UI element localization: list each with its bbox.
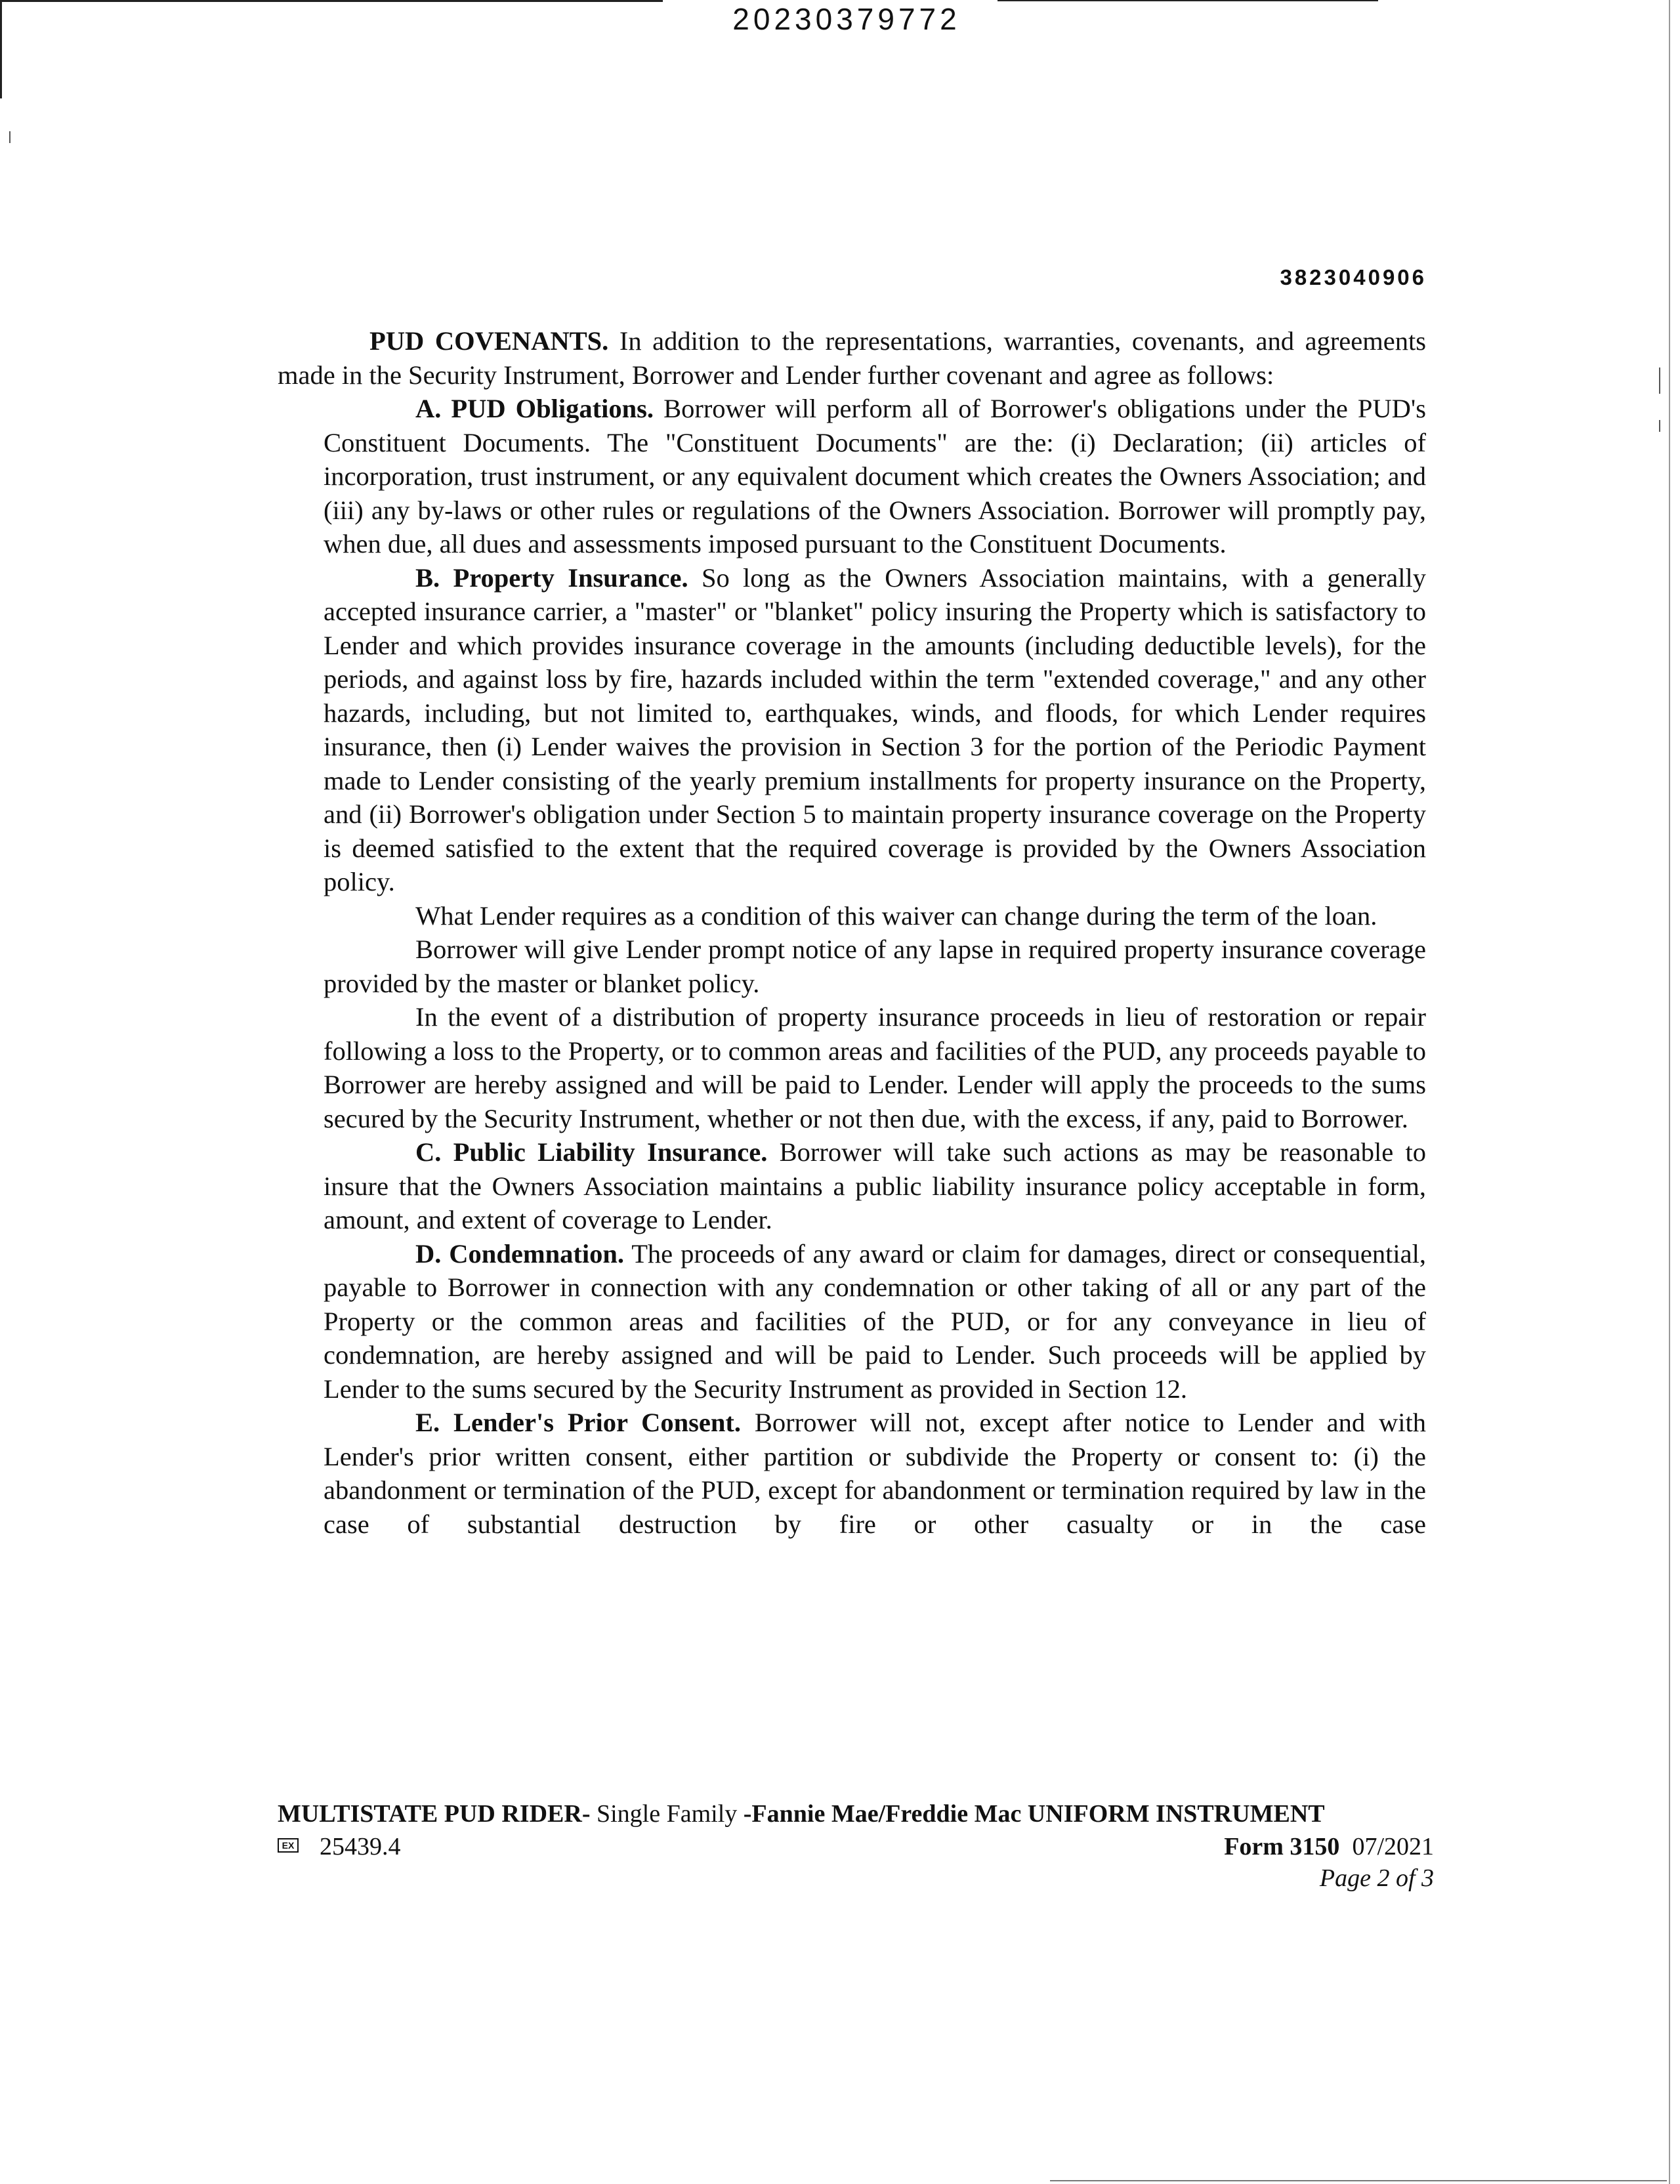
intro-text: In addition to the representations, warranties, covenants, and agreements made in the Security Instrument, Borrower and Lender further covenant and agree as follows: [278, 326, 1427, 390]
section-text: So long as the Owners Association maintains, with a generally accepted insurance carrier, a "master" or "blanket" policy insuring the Property which is satisfactory to Lender and which provides insurance coverage in the amounts (including deductible levels), for the periods, and against loss by fire, hazards included within the term "extended coverage," and any other hazards, including, but not limited to, earthquakes, winds, and floods, for which Lender requires insurance, then (i) Lender waives the provision in Section 3 for the portion of the Periodic Payment made to Lender consisting of the yearly premium installments for property insurance on the Property, and (ii) Borrower's obligation under Section 5 to maintain property insurance coverage on the Property is deemed satisfied to the extent that the required coverage is provided by the Owners Association policy. [324, 562, 1426, 896]
section-heading: C. Public Liability Insurance. [415, 1137, 768, 1167]
form-date: 07/2021 [1352, 1833, 1434, 1860]
section-e [324, 1406, 1426, 1541]
loan-number: 3823040906 [1280, 265, 1427, 289]
section-text: The proceeds of any award or claim for damages, direct or consequential, payable to Borrower in connection with any condemnation or other taking of all or any part of the Property or the common areas and facilities of the PUD, or for any conveyance in lieu of condemnation, are hereby assigned and will be paid to Lender. Such proceeds will be applied by Lender to the sums secured by the Security Instrument as provided in Section 12. [324, 1238, 1426, 1404]
form-label: Form 3150 [1224, 1833, 1340, 1860]
ex-logo-icon: EX [278, 1838, 299, 1853]
section-c [324, 1135, 1426, 1237]
section-heading: B. Property Insurance. [415, 562, 688, 593]
intro-heading: PUD COVENANTS. [369, 326, 609, 356]
section-text: What Lender requires as a condition of this waiver can change during the term of the loan. [415, 900, 1377, 931]
scan-tick [9, 131, 10, 143]
form-identifier [1224, 1832, 1434, 1861]
scan-border-right [1669, 0, 1670, 2184]
scan-border-bottom [1050, 2180, 1667, 2181]
section-text: Borrower will take such actions as may be reasonable to insure that the Owners Association maintains a public liability insurance policy acceptable in form, amount, and extent of coverage to Lender. [324, 1137, 1426, 1234]
document-code: 25439.4 [320, 1833, 401, 1860]
section-b-distribution [324, 1000, 1426, 1135]
section-text: In the event of a distribution of property insurance proceeds in lieu of restoration or repair following a loss to the Property, or to common areas and facilities of the PUD, any proceeds payable to Borrower are hereby assigned and will be paid to Lender. Lender will apply the proceeds to the sums secured by the Security Instrument, whether or not then due, with the excess, if any, paid to Borrower. [324, 1002, 1426, 1133]
scan-border-left [0, 0, 2, 98]
section-d [324, 1237, 1426, 1406]
section-b-notice [324, 933, 1426, 1000]
section-heading: A. PUD Obligations. [415, 394, 654, 423]
form-meta-row [278, 1832, 1434, 1892]
document-body [278, 324, 1426, 1541]
intro-paragraph [278, 324, 1426, 392]
scan-border-top-left [0, 0, 663, 2]
form-title-part: -Fannie Mae/Freddie Mac UNIFORM INSTRUMENT [743, 1800, 1325, 1828]
section-heading: E. Lender's Prior Consent. [415, 1408, 742, 1437]
form-footer [278, 1799, 1434, 1892]
form-title-part: MULTISTATE PUD RIDER- [278, 1800, 591, 1828]
section-text: Borrower will not, except after notice to Lender and with Lender's prior written consent, either partition or subdivide the Property or consent to: (i) the abandonment or termination of the PUD, except for abandonment or termination required by law in the case of substantial destruction by fire or other casualty or in the case [324, 1408, 1426, 1539]
scan-tick [1659, 420, 1660, 432]
section-b [324, 561, 1426, 899]
recording-number: 20230379772 [732, 2, 961, 36]
section-a [324, 392, 1426, 561]
section-b-waiver [324, 899, 1426, 933]
scan-tick [1659, 368, 1660, 394]
section-text: Borrower will perform all of Borrower's obligations under the PUD's Constituent Documents. The "Constituent Documents" are the: (i) Declaration; (ii) articles of incorporation, trust instrument, or any equivalent document which creates the Owners Association; and (iii) any by-laws or other rules or regulations of the Owners Association. Borrower will promptly pay, when due, all dues and assessments imposed pursuant to the Constituent Documents. [324, 394, 1426, 558]
section-heading: D. Condemnation. [415, 1238, 624, 1269]
page-number: Page 2 of 3 [1319, 1864, 1434, 1892]
form-title [278, 1799, 1434, 1828]
section-text: Borrower will give Lender prompt notice of any lapse in required property insurance coverage provided by the master or blanket policy. [324, 934, 1426, 998]
scan-border-top-right [998, 0, 1378, 1]
form-title-part: Single Family [590, 1800, 744, 1828]
